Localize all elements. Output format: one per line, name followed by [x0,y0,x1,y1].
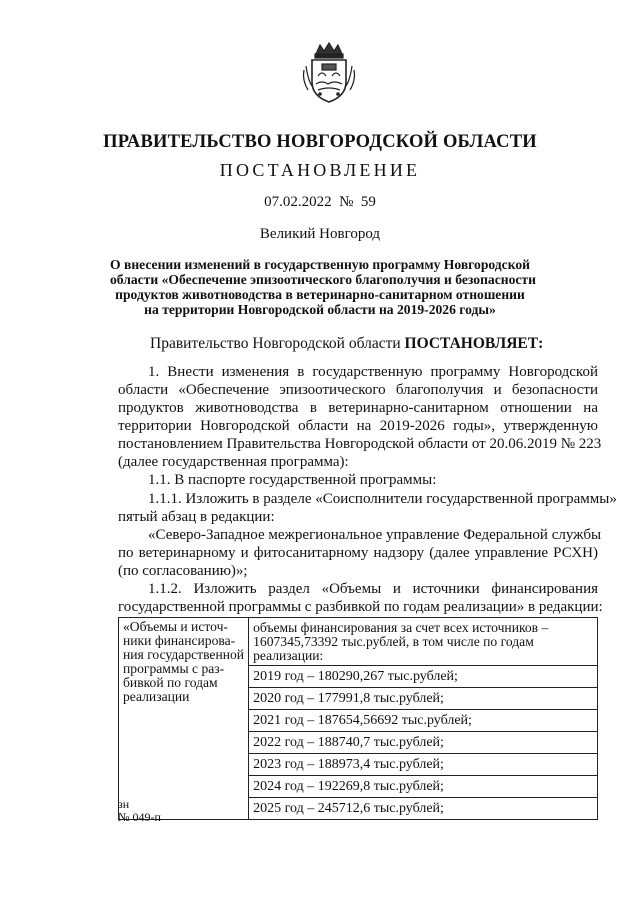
quote-paragraph [118,526,602,580]
body-line: постановлением Правительства Новгородской области от 20.06.2019 № 223 [118,436,602,452]
label-line: бивкой по годам [123,675,218,690]
label-line: реализации [123,689,190,704]
year-row: 2020 год – 177991,8 тыс.рублей; [249,687,597,709]
table-row [119,618,598,820]
document-date: 07.02.2022 [264,194,332,210]
subject-line: продуктов животноводства в ветеринарно-санитарном отношении [115,287,525,302]
body-line: (по согласованию)»; [118,563,248,579]
subject-line: О внесении изменений в государственную программу Новгородской [110,257,530,272]
city: Великий Новгород [259,226,381,242]
footer-initials: зн [118,797,130,811]
funding-intro [249,618,597,666]
preamble-emphasis: ПОСТАНОВЛЯЕТ: [404,335,544,352]
label-line: ники финансирова- [123,633,236,648]
body-line: территории Новгородской области на 2019-2026 годы», утвержденную [118,418,598,434]
government-title: ПРАВИТЕЛЬСТВО НОВГОРОДСКОЙ ОБЛАСТИ [103,132,537,152]
label-line: «Объемы и источ- [123,619,228,634]
year-row: 2019 год – 180290,267 тыс.рублей; [253,669,458,684]
paragraph-1 [118,363,602,471]
year-row: 2022 год – 188740,7 тыс.рублей; [249,731,597,753]
paragraph-1-1-2 [118,580,603,616]
coat-of-arms-icon [298,40,360,106]
body-line: «Северо-Западное межрегиональное управление Федеральной службы [148,527,602,543]
body-line: пятый абзац в редакции: [118,509,275,525]
body-line: (далее государственная программа): [118,454,349,470]
label-line: программы с раз- [123,661,225,676]
body-line: по ветеринарному и фитосанитарному надзору (далее управление РСХН) [118,545,598,561]
preamble-text: Правительство Новгородской области [150,335,405,352]
year-row: 2023 год – 188973,4 тыс.рублей; [249,753,597,775]
body-line: 1. Внести изменения в государственную программу Новгородской [148,364,598,380]
number-sign: № [339,194,354,210]
paragraph-1-1 [118,471,598,489]
intro-line: реализации: [253,648,324,663]
date-number-line [0,194,640,211]
body-line: 1.1.1. Изложить в разделе «Соисполнители государственной программы» [148,491,617,507]
body-line: продуктов животноводства в ветеринарно-санитарном отношении на [118,400,598,416]
intro-line: 1607345,73392 тыс.рублей, в том числе по годам [253,634,534,649]
label-line: ния государственной [123,647,245,662]
preamble [150,335,543,353]
document-number: 59 [360,194,376,210]
body-line: области «Обеспечение эпизоотического благополучия и безопасности [118,382,598,398]
footer-ref: № 049-п [118,810,161,824]
footer [118,798,161,824]
table-cell-label [119,618,249,820]
paragraph-1-1-1 [118,490,617,526]
funding-table [118,617,598,820]
year-row: 2021 год – 187654,56692 тыс.рублей; [249,709,597,731]
year-row: 2024 год – 192269,8 тыс.рублей; [249,775,597,797]
body-line: государственной программы с разбивкой по годам реализации» в редакции: [118,599,603,615]
body-line: 1.1. В паспорте государственной программы: [148,472,437,488]
intro-line: объемы финансирования за счет всех источников – [253,620,549,635]
document-subject [110,257,536,317]
body-line: 1.1.2. Изложить раздел «Объемы и источники финансирования [148,581,598,597]
document-type: ПОСТАНОВЛЕНИЕ [219,160,421,180]
table-cell-values [249,618,598,820]
subject-line: области «Обеспечение эпизоотического благополучия и безопасности [110,272,536,287]
year-row: 2025 год – 245712,6 тыс.рублей; [249,797,597,819]
subject-line: на территории Новгородской области на 2019-2026 годы» [144,302,496,317]
